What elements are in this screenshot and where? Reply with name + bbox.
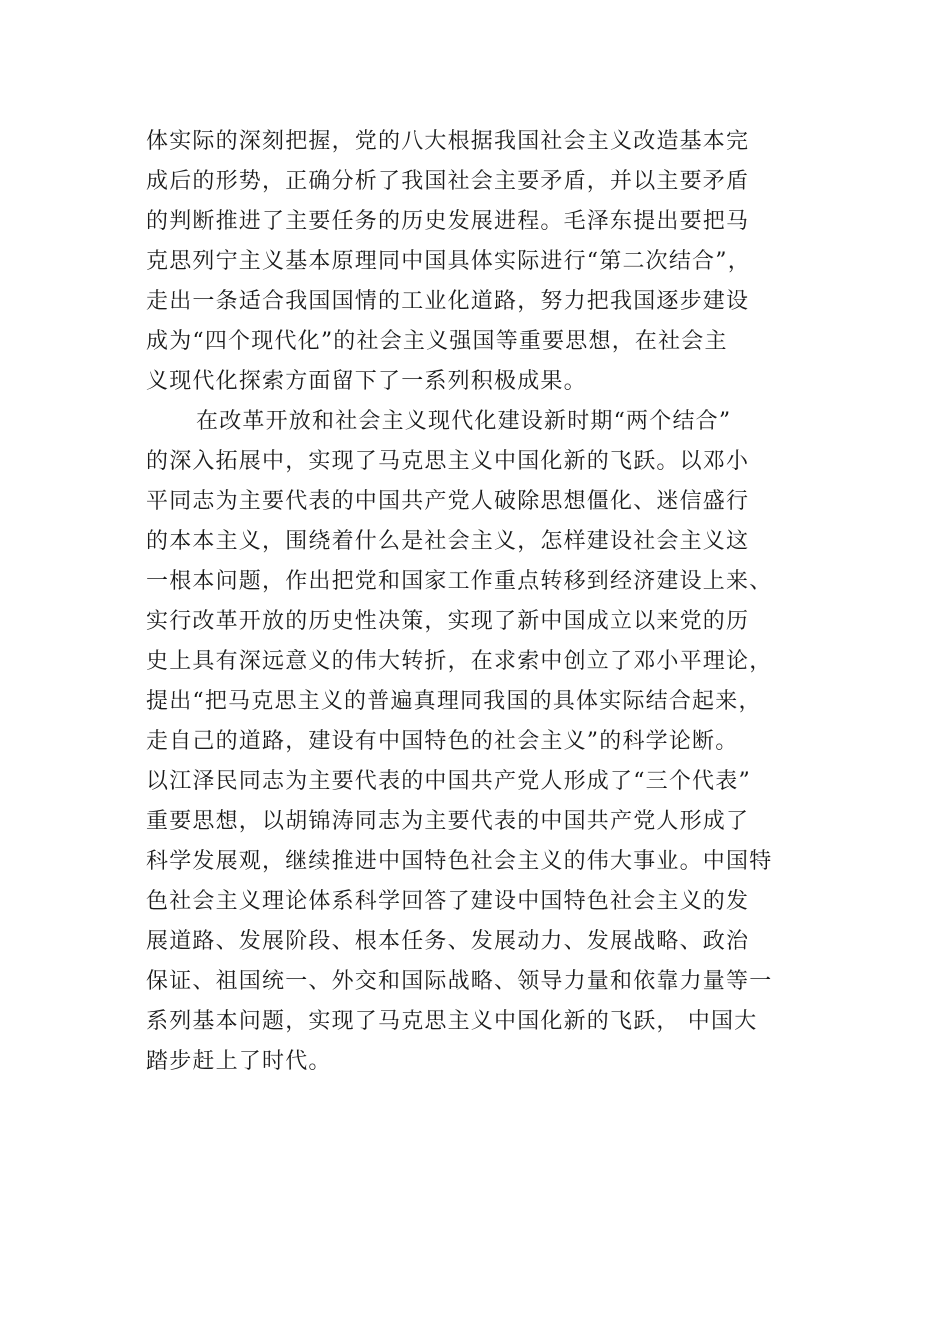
text-line: 平同志为主要代表的中国共产党人破除思想僵化、迷信盛行 — [146, 489, 750, 514]
text-line: 成为“四个现代化”的社会主义强国等重要思想，在社会主 — [146, 329, 728, 354]
text-line: 成后的形势，正确分析了我国社会主要矛盾，并以主要矛盾 — [146, 169, 750, 194]
text-line: 以江泽民同志为主要代表的中国共产党人形成了“三个代表” — [146, 769, 751, 794]
paragraph-1 — [146, 122, 836, 402]
text-line: 实行改革开放的历史性决策，实现了新中国成立以来党的历 — [146, 609, 750, 634]
text-line: 保证、祖国统一、外交和国际战略、领导力量和依靠力量等一 — [146, 969, 773, 994]
text-line: 史上具有深远意义的伟大转折，在求索中创立了邓小平理论， — [146, 649, 773, 674]
text-line: 重要思想，以胡锦涛同志为主要代表的中国共产党人形成了 — [146, 809, 750, 834]
text-line: 的本本主义，围绕着什么是社会主义，怎样建设社会主义这 — [146, 529, 750, 554]
document-body — [146, 122, 836, 1082]
text-line: 走自己的道路，建设有中国特色的社会主义”的科学论断。 — [146, 729, 739, 754]
text-line: 克思列宁主义基本原理同中国具体实际进行“第二次结合”， — [146, 249, 751, 274]
text-line: 踏步赶上了时代。 — [146, 1049, 332, 1074]
text-line: 义现代化探索方面留下了一系列积极成果。 — [146, 369, 587, 394]
text-line: 在改革开放和社会主义现代化建设新时期“两个结合” — [196, 409, 732, 434]
text-line: 走出一条适合我国国情的工业化道路，努力把我国逐步建设 — [146, 289, 750, 314]
text-line: 展道路、发展阶段、根本任务、发展动力、发展战略、政治 — [146, 929, 750, 954]
text-line: 的深入拓展中，实现了马克思主义中国化新的飞跃。以邓小 — [146, 449, 750, 474]
text-line: 科学发展观，继续推进中国特色社会主义的伟大事业。中国特 — [146, 849, 773, 874]
text-line: 的判断推进了主要任务的历史发展进程。毛泽东提出要把马 — [146, 209, 750, 234]
text-line: 一根本问题，作出把党和国家工作重点转移到经济建设上来、 — [146, 569, 773, 594]
text-line: 提出“把马克思主义的普遍真理同我国的具体实际结合起来， — [146, 689, 762, 714]
text-line: 体实际的深刻把握，党的八大根据我国社会主义改造基本完 — [146, 129, 750, 154]
text-line: 色社会主义理论体系科学回答了建设中国特色社会主义的发 — [146, 889, 750, 914]
paragraph-2 — [146, 402, 836, 1082]
text-line: 系列基本问题，实现了马克思主义中国化新的飞跃， 中国大 — [146, 1009, 758, 1034]
